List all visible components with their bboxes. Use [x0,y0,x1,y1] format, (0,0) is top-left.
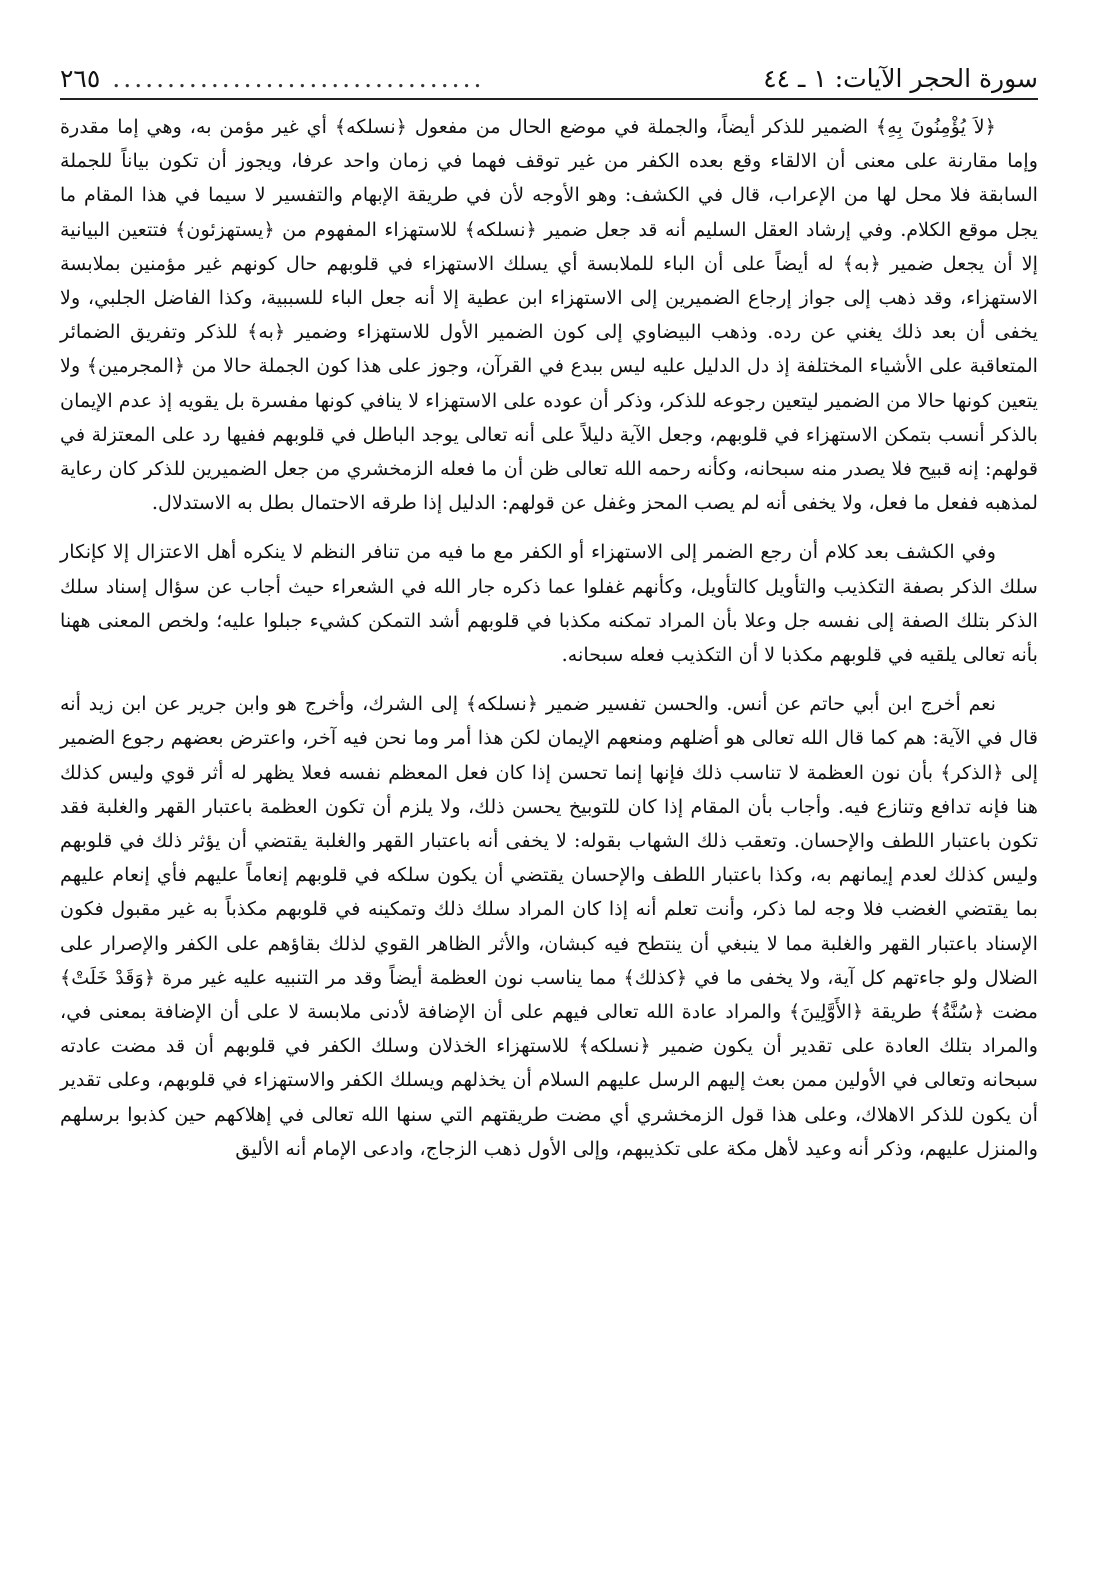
running-header [60,58,1038,100]
chapter-title: سورة الحجر الآيات: ١ ـ ٤٤ [763,63,1038,93]
paragraph: ﴿لاَ يُؤْمِنُونَ بِهِ﴾ الضمير للذكر أيضاً، والجملة في موضع الحال من مفعول ﴿نسلكه﴾ أي غير مؤمن به، وهي إما مقدرة وإما مقارنة على معنى أن الالقاء وقع بعده الكفر من غير توقف فهما في زمان واحد عرفا، ويجوز أن تكون بياناً للجملة السابقة فلا محل لها من الإعراب، قال في الكشف: وهو الأوجه لأن في طريقة الإبهام والتفسير لا سيما في هذا المقام ما يجل موقع الكلام. وفي إرشاد العقل السليم أنه قد جعل ضمير ﴿نسلكه﴾ للاستهزاء المفهوم من ﴿يستهزئون﴾ فتتعين البيانية إلا أن يجعل ضمير ﴿به﴾ له أيضاً على أن الباء للملابسة أي يسلك الاستهزاء في قلوبهم حال كونهم غير مؤمنين بملابسة الاستهزاء، وقد ذهب إلى جواز إرجاع الضميرين إلى الاستهزاء ابن عطية إلا أنه جعل الباء للسببية، وكذا الفاضل الجلبي، ولا يخفى أن بعد ذلك يغني عن رده. وذهب البيضاوي إلى كون الضمير الأول للاستهزاء وضمير ﴿به﴾ للذكر وتفريق الضمائر المتعاقبة على الأشياء المختلفة إذ دل الدليل عليه ليس ببدع في القرآن، وجوز على هذا كون الجملة حالا من ﴿المجرمين﴾ ولا يتعين كونها حالا من الضمير ليتعين رجوعه للذكر، وذكر أن عوده على الاستهزاء لا ينافي كونها مفسرة بل يقويه إذ عدم الإيمان بالذكر أنسب بتمكن الاستهزاء في قلوبهم، وجعل الآية دليلاً على أنه تعالى يوجد الباطل في قلوبهم ففيها رد على المعتزلة في قولهم: إنه قبيح فلا يصدر منه سبحانه، وكأنه رحمه الله تعالى ظن أن ما فعله الزمخشري من جعل الضميرين للذكر كان رعاية لمذهبه ففعل ما فعل، ولا يخفى أنه لم يصب المحز وغفل عن قولهم: الدليل إذا طرقه الاحتمال بطل به الاستدلال. [60,115,1038,515]
leader-dots: .................................. [112,63,485,93]
paragraph: نعم أخرج ابن أبي حاتم عن أنس. والحسن تفسير ضمير ﴿نسلكه﴾ إلى الشرك، وأخرج هو وابن جرير عن ابن زيد أنه قال في الآية: هم كما قال الله تعالى هو أضلهم ومنعهم الإيمان لكن هذا أمر وما نحن فيه آخر، واعترض بعضهم رجوع الضمير إلى ﴿الذكر﴾ بأن نون العظمة لا تناسب ذلك فإنها إنما تحسن إذا كان فعل المعظم نفسه فعلا يظهر له أثر قوي وليس كذلك هنا فإنه تدافع وتنازع فيه. وأجاب بأن المقام إذا كان للتوبيخ يحسن ذلك، ولا يلزم أن تكون العظمة باعتبار القهر والغلبة فقد تكون باعتبار اللطف والإحسان. وتعقب ذلك الشهاب بقوله: لا يخفى أنه باعتبار القهر والغلبة يقتضي أن يؤثر ذلك في قلوبهم وليس كذلك لعدم إيمانهم به، وكذا باعتبار اللطف والإحسان يقتضي أن يكون سلكه في قلوبهم إنعاماً عليهم فأي إنعام عليهم بما يقتضي الغضب فلا وجه لما ذكر، وأنت تعلم أنه إذا كان المراد سلك ذلك وتمكينه في قلوبهم مكذباً به غير مقبول فكون الإسناد باعتبار القهر والغلبة مما لا ينبغي أن ينتطح فيه كبشان، والأثر الظاهر القوي لذلك بقاؤهم على الكفر والإصرار على الضلال ولو جاءتهم كل آية، ولا يخفى ما في ﴿كذلك﴾ مما يناسب نون العظمة أيضاً وقد مر التنبيه عليه غير مرة ﴿وَقَدْ خَلَتْ﴾ مضت ﴿سُنَّةُ﴾ طريقة ﴿الأَوَّلِينَ﴾ والمراد عادة الله تعالى فيهم على أن الإضافة لأدنى ملابسة لا على أن الإضافة بمعنى في، والمراد بتلك العادة على تقدير أن يكون ضمير ﴿نسلكه﴾ للاستهزاء الخذلان وسلك الكفر في قلوبهم أن قد مضت عادته سبحانه وتعالى في الأولين ممن بعث إليهم الرسل عليهم السلام أن يخذلهم ويسلك الكفر والاستهزاء في قلوبهم، وعلى تقدير أن يكون للذكر الاهلاك، وعلى هذا قول الزمخشري أي مضت طريقتهم التي سنها الله تعالى في إهلاكهم حين كذبوا برسلهم والمنزل عليهم، وذكر أنه وعيد لأهل مكة على تكذيبهم، وإلى الأول ذهب الزجاج، وادعى الإمام أنه الأليق [60,692,1038,1160]
page-number: ٢٦٥ [60,63,101,93]
paragraph: وفي الكشف بعد كلام أن رجع الضمر إلى الاستهزاء أو الكفر مع ما فيه من تنافر النظم لا ينكره أهل الاعتزال إلا كإنكار سلك الذكر بصفة التكذيب والتأويل كالتأويل، وكأنهم غفلوا عما ذكره جار الله في الشعراء حيث أجاب عن سؤال إسناد سلك الذكر بتلك الصفة إلى نفسه جل وعلا بأن المراد تمكنه مكذبا في قلوبهم أشد التمكن كشيء جبلوا عليه؛ ولخص المعنى ههنا بأنه تعالى يلقيه في قلوبهم مكذبا لا أن التكذيب فعله سبحانه. [60,540,1038,667]
body-text [60,110,1038,1166]
